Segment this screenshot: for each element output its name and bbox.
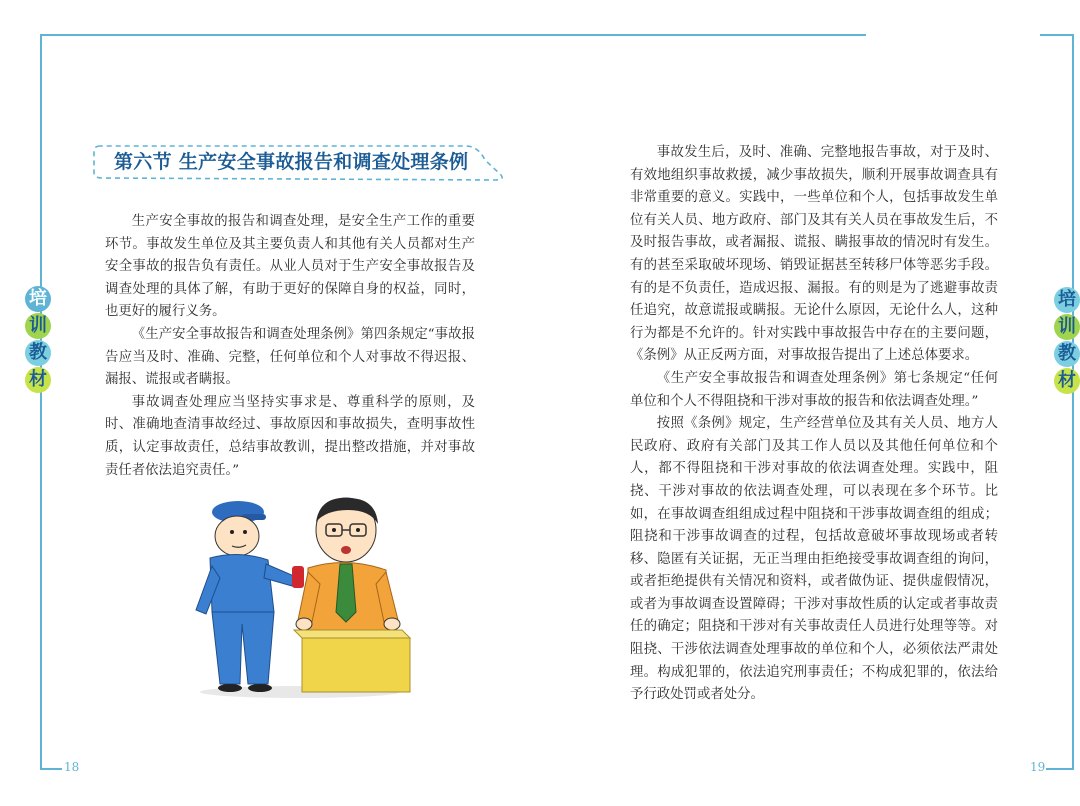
badge-char: 材	[1054, 368, 1080, 394]
worker-and-official-illustration	[190, 492, 420, 702]
paragraph: 按照《条例》规定，生产经营单位及其有关人员、地方人民政府、政府有关部门及其工作人员以及其他任何单位和个人，都不得阻挠和干涉对事故的依法调查处理。实践中，阻挠、干涉对事故的依法调查处理，可以表现在多个环节。比如，在事故调查组组成过程中阻挠和干涉事故调查组的组成；阻挠和干涉事故调查的过程，包括故意破坏事故现场或者转移、隐匿有关证据，无正当理由拒绝接受事故调查组的询问，或者拒绝提供有关情况和资料，或者做伪证、提供虚假情况，或者为事故调查设置障碍；干涉对事故性质的认定或者事故责任的确定；阻挠和干涉对有关事故责任人员进行处理等等。对阻挠、干涉依法调查处理事故的单位和个人，必须依法严肃处理。构成犯罪的，依法追究刑事责任；不构成犯罪的，依法给予行政处罚或者处分。	[630, 416, 998, 703]
badge-char: 教	[25, 340, 51, 366]
right-body-text	[630, 142, 998, 707]
badge-char: 教	[1054, 341, 1080, 367]
paragraph: 事故调查处理应当坚持实事求是、尊重科学的原则，及时、准确地查清事故经过、事故原因和事故损失，查明事故性质，认定事故责任，总结事故教训，提出整改措施，并对事故责任者依法追究责任。”	[105, 394, 475, 478]
badge-char: 材	[25, 367, 51, 393]
paragraph: 《生产安全事故报告和调查处理条例》第四条规定“事故报告应当及时、准确、完整，任何单位和个人对事故不得迟报、漏报、谎报或者瞒报。	[105, 326, 475, 388]
frame-bottom-left	[40, 768, 62, 770]
frame-top-right	[1040, 34, 1074, 36]
badge-char: 培	[1054, 287, 1080, 313]
cartoon-illustration	[190, 492, 420, 702]
side-badge-right	[1054, 287, 1080, 395]
frame-right-vertical	[1072, 34, 1074, 770]
badge-char: 培	[25, 286, 51, 312]
frame-left-vertical	[40, 34, 42, 770]
worker-figure	[196, 501, 304, 692]
left-body-text	[105, 211, 475, 482]
section-title: 第六节 生产安全事故报告和调查处理条例	[114, 151, 469, 173]
desk	[294, 630, 410, 692]
paragraph: 《生产安全事故报告和调查处理条例》第七条规定“任何单位和个人不得阻挠和干涉对事故的报告和依法调查处理。”	[630, 370, 998, 409]
badge-char: 训	[25, 313, 51, 339]
side-badge-left	[25, 286, 51, 394]
official-figure	[296, 498, 400, 632]
page-number-right: 19	[1030, 760, 1046, 774]
badge-char: 训	[1054, 314, 1080, 340]
section-title-banner	[90, 138, 510, 182]
frame-bottom-right	[1046, 768, 1074, 770]
paragraph: 事故发生后，及时、准确、完整地报告事故，对于及时、有效地组织事故救援，减少事故损失，顺利开展事故调查具有非常重要的意义。实践中，一些单位和个人，包括事故发生单位有关人员、地方政府、部门及其有关人员在事故发生后，不及时报告事故，或者漏报、谎报、瞒报事故的情况时有发生。有的甚至采取破坏现场、销毁证据甚至转移尸体等恶劣手段。有的是不负责任，造成迟报、漏报。有的则是为了逃避事故责任追究，故意谎报或瞒报。无论什么原因，无论什么人，这种行为都是不允许的。针对实践中事故报告中存在的主要问题，《条例》从正反两方面，对事故报告提出了上述总体要求。	[630, 145, 998, 364]
paragraph: 生产安全事故的报告和调查处理，是安全生产工作的重要环节。事故发生单位及其主要负责人和其他有关人员都对生产安全事故的报告负有责任。从业人员对于生产安全事故报告及调查处理的具体了解，有助于更好的保障自身的权益，同时，也更好的履行义务。	[105, 214, 475, 320]
frame-top-left	[40, 34, 866, 36]
page-number-left: 18	[64, 760, 80, 774]
